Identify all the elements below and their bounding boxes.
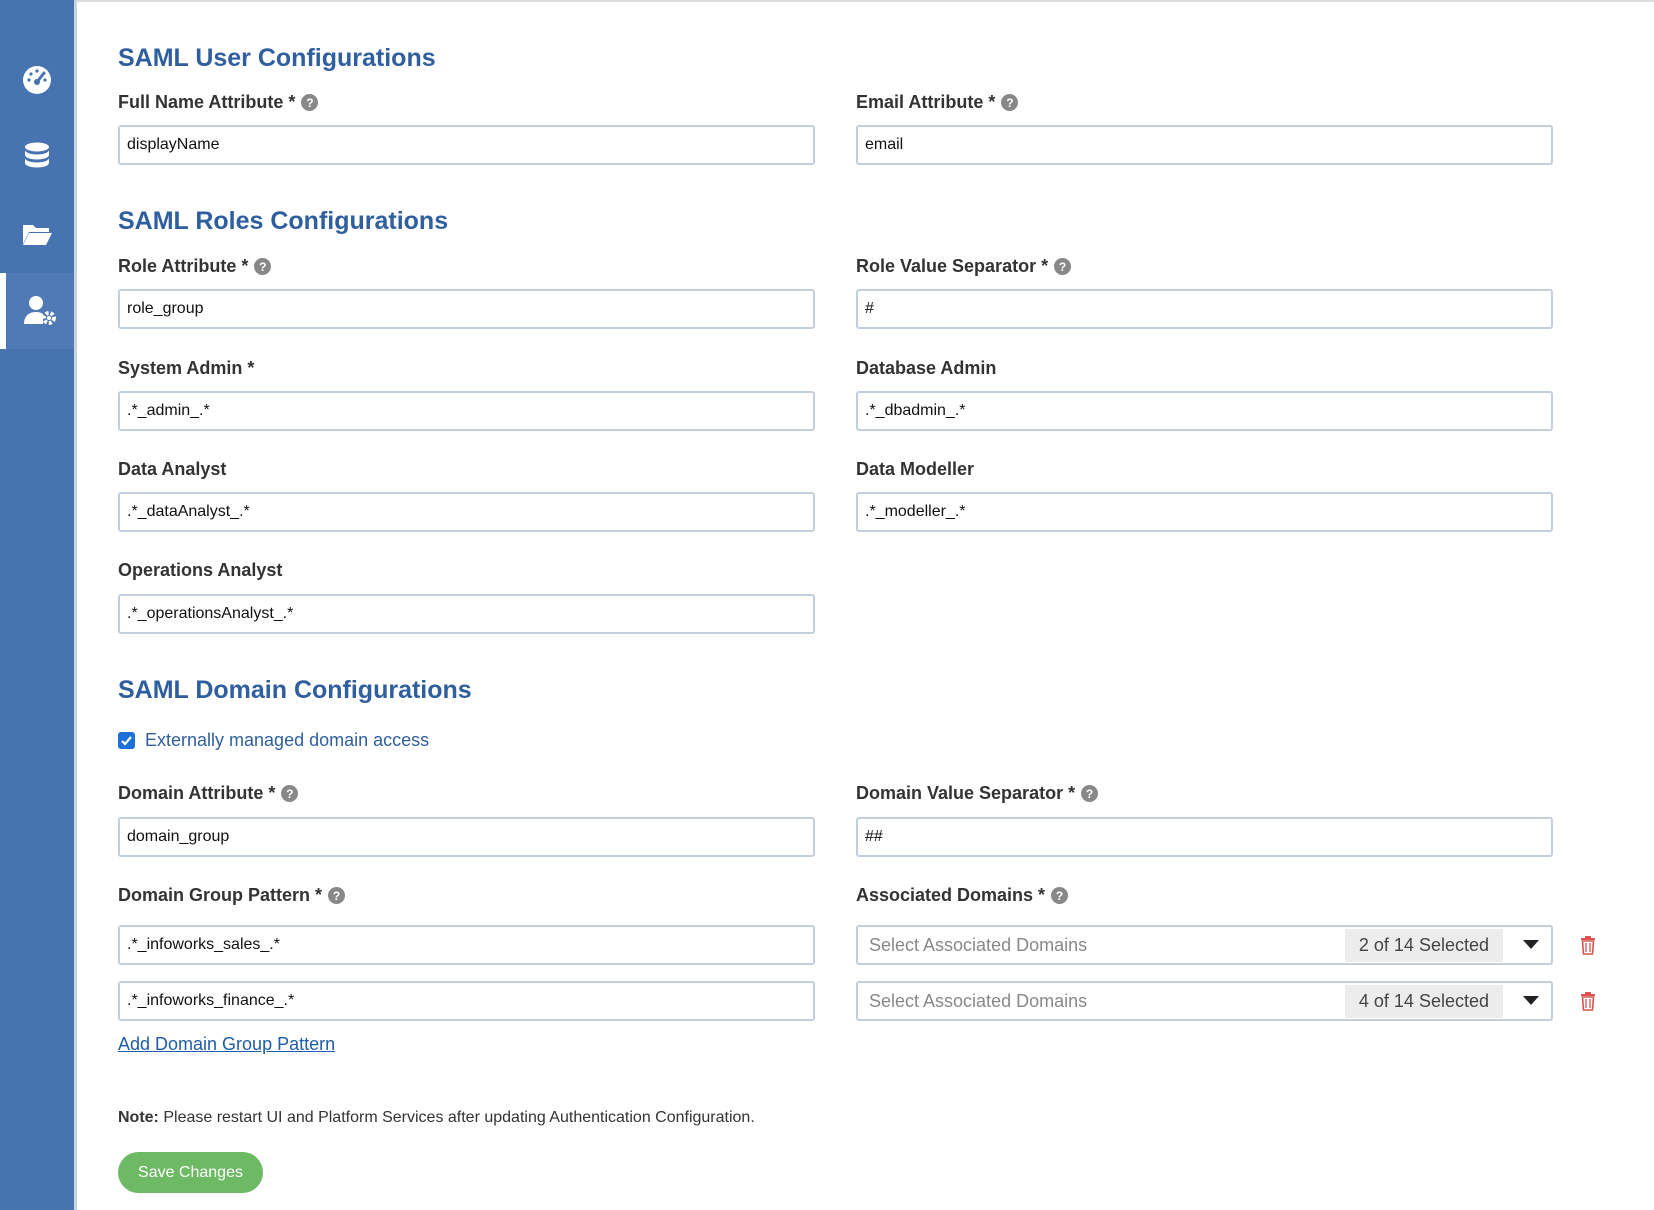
add-domain-group-pattern-link[interactable]: Add Domain Group Pattern [118,1034,336,1054]
sidebar-item-files[interactable] [0,196,74,272]
section-title-roles: SAML Roles Configurations [118,207,449,235]
help-icon[interactable]: ? [1054,258,1071,275]
associated-domains-label: Associated Domains * ? [856,885,1553,906]
database-admin-label: Database Admin [856,358,997,378]
database-icon [20,140,54,174]
external-domain-checkbox[interactable] [118,732,135,749]
domain-attribute-input[interactable] [118,817,815,857]
data-modeller-input[interactable] [856,492,1553,532]
associated-domains-select[interactable] [856,925,1553,965]
domain-separator-input[interactable] [856,817,1553,857]
external-domain-label: Externally managed domain access [145,730,430,750]
role-separator-label: Role Value Separator * ? [856,256,1553,277]
domain-group-pattern-input[interactable] [118,925,815,965]
help-icon[interactable]: ? [281,785,298,802]
folder-open-icon [20,217,54,251]
domain-separator-label: Domain Value Separator * ? [856,783,1553,804]
full-name-input[interactable] [118,125,815,165]
data-analyst-input[interactable] [118,492,815,532]
full-name-label: Full Name Attribute * ? [118,92,815,113]
domain-group-pattern-input[interactable] [118,981,815,1021]
system-admin-label: System Admin * [118,358,255,378]
domain-attribute-label: Domain Attribute * ? [118,783,815,804]
dashboard-icon [20,63,54,97]
sidebar-item-user-settings[interactable] [0,273,74,349]
associated-domains-select[interactable] [856,981,1553,1021]
help-icon[interactable]: ? [1001,94,1018,111]
check-icon [120,734,133,747]
email-input[interactable] [856,125,1553,165]
operations-analyst-input[interactable] [118,594,815,634]
user-settings-icon [23,294,57,328]
delete-row-trash-icon[interactable] [1578,934,1598,956]
restart-note [118,1109,755,1127]
role-separator-input[interactable] [856,289,1553,329]
selected-count-badge: 4 of 14 Selected [1345,985,1503,1018]
operations-analyst-label: Operations Analyst [118,560,283,580]
sidebar-item-database[interactable] [0,119,74,195]
help-icon[interactable]: ? [1051,887,1068,904]
selected-count-badge: 2 of 14 Selected [1345,929,1503,962]
role-attribute-input[interactable] [118,289,815,329]
database-admin-input[interactable] [856,391,1553,431]
caret-down-icon[interactable] [1511,940,1551,950]
section-title-domain: SAML Domain Configurations [118,676,472,704]
sidebar-item-dashboard[interactable] [0,42,74,118]
help-icon[interactable]: ? [301,94,318,111]
help-icon[interactable]: ? [254,258,271,275]
save-changes-button[interactable]: Save Changes [118,1152,263,1193]
caret-down-icon[interactable] [1511,996,1551,1006]
domain-group-pattern-label: Domain Group Pattern * ? [118,885,815,906]
help-icon[interactable]: ? [328,887,345,904]
role-attribute-label: Role Attribute * ? [118,256,815,277]
data-analyst-label: Data Analyst [118,459,227,479]
sidebar [0,0,77,1210]
main-content [77,0,1654,1210]
delete-row-trash-icon[interactable] [1578,990,1598,1012]
data-modeller-label: Data Modeller [856,459,975,479]
note-text: Please restart UI and Platform Services after updating Authentication Configuration. [158,1109,755,1126]
system-admin-input[interactable] [118,391,815,431]
email-label: Email Attribute * ? [856,92,1553,113]
external-domain-checkbox-row[interactable] [118,730,429,751]
note-prefix: Note: [118,1109,159,1126]
associated-domains-placeholder: Select Associated Domains [869,934,1088,955]
help-icon[interactable]: ? [1081,785,1098,802]
section-title-user: SAML User Configurations [118,44,436,72]
associated-domains-placeholder: Select Associated Domains [869,990,1088,1011]
